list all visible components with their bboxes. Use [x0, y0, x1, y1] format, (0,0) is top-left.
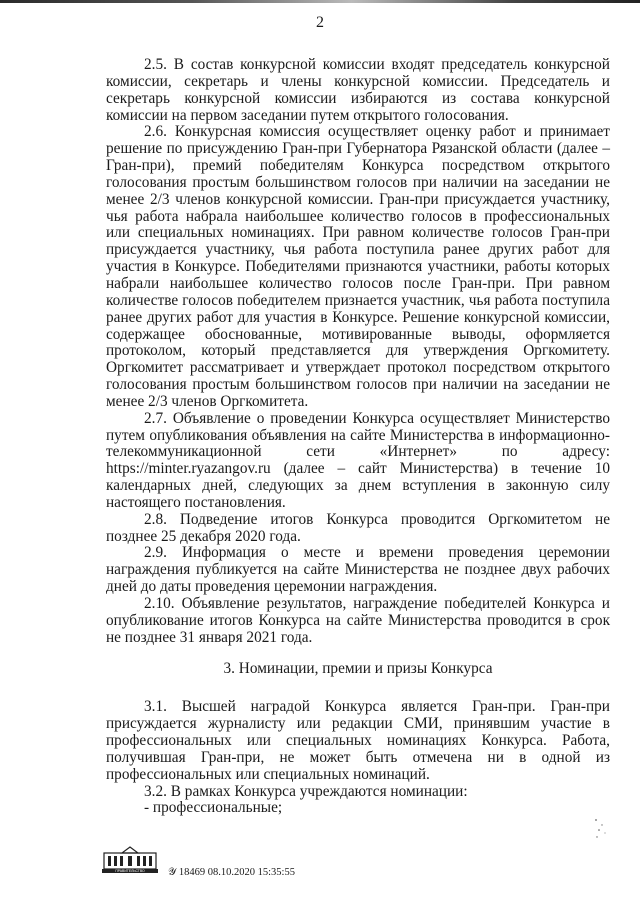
registration-mark-icon: 𝒴: [168, 867, 177, 878]
page-number: 2: [316, 14, 324, 31]
paragraph-2-7: 2.7. Объявление о проведении Конкурса осуществляет Министерство путем опубликования объявления на сайте Министерства в информационно-телекоммуникационной сети «Интернет» по адресу: https://minter.ryazangov.ru (далее – сайт Министерства) в течение 10 календарных дней, следующих за днем вступления в законную силу настоящего постановления.: [106, 409, 610, 511]
scan-noise-mark: [590, 816, 612, 842]
paragraph-3-2: 3.2. В рамках Конкурса учреждаются номинации:: [144, 782, 468, 800]
section-heading: 3. Номинации, премии и призы Конкурса: [223, 659, 493, 677]
emblem-caption: ПРАВИТЕЛЬСТВО: [115, 869, 145, 874]
registration-number-timestamp: 18469 08.10.2020 15:35:55: [178, 867, 295, 878]
scan-edge-artifact: [0, 0, 640, 3]
paragraph-2-10: 2.10. Объявление результатов, награждение победителей Конкурса и опубликование итогов Конкурса на сайте Министерства проводится в срок не позднее 31 января 2021 года.: [106, 595, 610, 646]
paragraph-2-6: 2.6. Конкурсная комиссия осуществляет оценку работ и принимает решение по присуждению Гран-при Губернатора Рязанской области (далее – Гран-при), премий победителям Конкурса посредством открытого голосования простым большинством голосов при наличии на заседании не менее 2/3 членов конкурсной комиссии. Гран-при присуждается участнику, чья работа набрала наибольшее количество голосов в профессиональных или специальных номинациях. При равном количестве голосов Гран-при присуждается участнику, чья работа поступила ранее других работ для участия в Конкурсе. Победителями признаются участники, работы которых набрали наибольшее количество голосов после Гран-при. При равном количестве голосов победителем признается участник, чья работа поступила ранее других работ для участия в Конкурсе. Решение конкурсной комиссии, содержащее обоснованные, мотивированные выводы, оформляется протоколом, который представляется для утверждения Оргкомитету. Оргкомитет рассматривает и утверждает протокол посредством открытого голосования простым большинством голосов при наличии на заседании не менее 2/3 членов Оргкомитета.: [106, 123, 610, 410]
paragraph-2-9: 2.9. Информация о месте и времени проведения церемонии награждения публикуется на сайте Министерства не позднее двух рабочих дней до даты проведения церемонии награждения.: [106, 544, 610, 596]
list-item-professional: - профессиональные;: [144, 799, 283, 817]
document-body: [106, 57, 610, 817]
document-registration-code: [168, 867, 295, 879]
paragraph-2-5: 2.5. В состав конкурсной комиссии входят председатель конкурсной комиссии, секретарь и члены конкурсной комиссии. Председатель и секретарь конкурсной комиссии избираются из состава конкурсной комиссии на первом заседании путем открытого голосования.: [106, 56, 610, 124]
paragraph-2-8: 2.8. Подведение итогов Конкурса проводится Оргкомитетом не позднее 25 декабря 2020 года.: [106, 510, 610, 545]
footer: [100, 845, 640, 895]
paragraph-3-1: 3.1. Высшей наградой Конкурса является Гран-при. Гран-при присуждается журналисту или редакции СМИ, принявшим участие в профессиональных или специальных номинациях Конкурса. Работа, получившая Гран-при, не может быть отмечена ни в одной из профессиональных или специальных номинаций.: [106, 698, 610, 783]
government-building-emblem-icon: [100, 845, 160, 875]
